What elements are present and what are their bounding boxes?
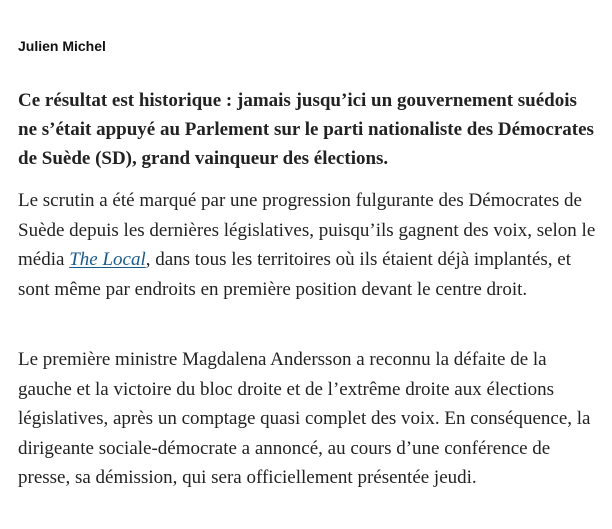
article-paragraph-2: Le première ministre Magdalena Andersson a reconnu la défaite de la gauche et la victoire du bloc droite et de l’extrême droite aux élections législatives, après un comptage quasi complet des voix. En conséquence, la dirigeante sociale-démocrate a annoncé, au cours d’une conférence de presse, sa démission, qui sera officiellement présentée jeudi. [18,349,591,488]
the-local-link[interactable]: The Local [69,249,146,270]
paragraph-1-text-after-link: , dans tous les territoires où ils étaient déjà implantés, et sont même par endroits en première position devant le centre droit. [18,249,572,300]
article-lead: Ce résultat est historique : jamais jusqu’ici un gouvernement suédois ne s’était appuyé au Parlement sur le parti nationaliste des Démocrates de Suède (SD), grand vainqueur des élections. [18,90,594,169]
article-paragraph-1 [18,186,598,304]
author-name: Julien Michel [18,38,106,54]
paragraph-1-text-before-link: Le scrutin a été marqué par une progression fulgurante des Démocrates de Suède depuis les dernières législatives, puisqu’ils gagnent des voix, selon le média [18,190,596,270]
